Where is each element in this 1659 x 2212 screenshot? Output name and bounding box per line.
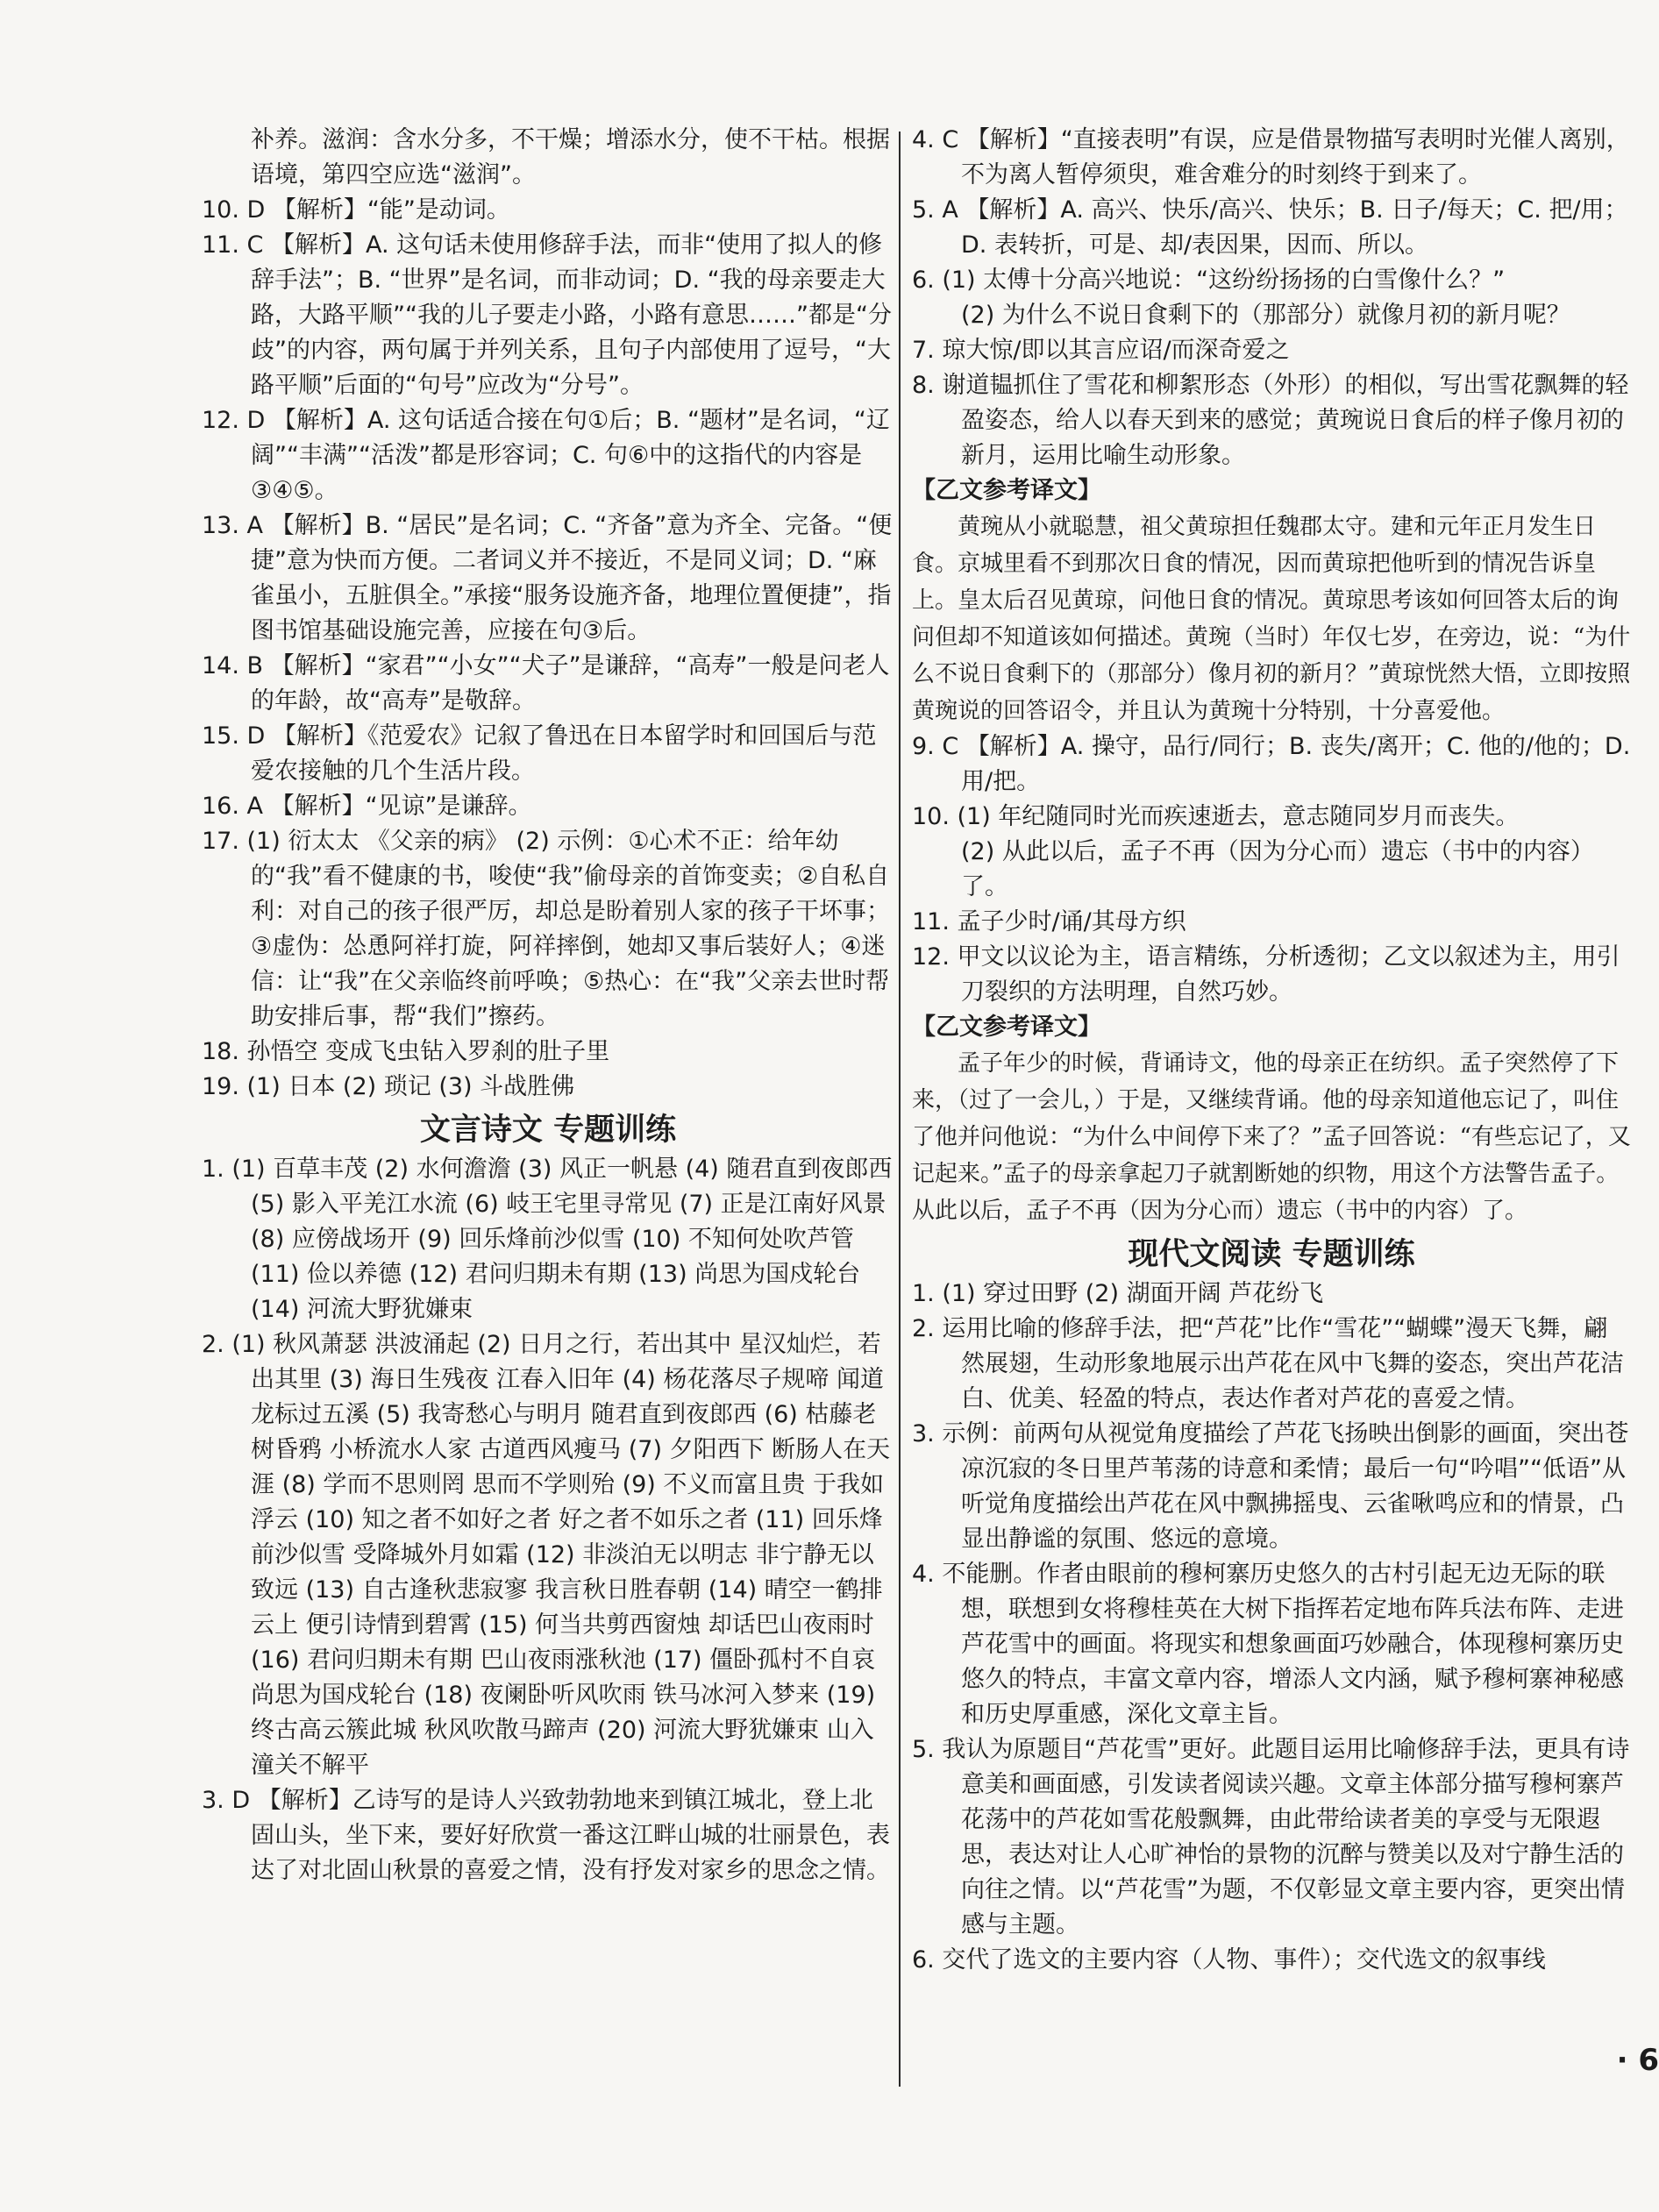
answer-item: 11. C 【解析】A. 这句话未使用修辞手法，而非“使用了拟人的修辞手法”；B. “世界”是名词，而非动词；D. “我的母亲要走大路，大路平顺”“我的儿子要走小路，小路有意思……”都是“分歧”的内容，两句属于并列关系，且句子内部使用了逗号，“大路平顺”后面的“句号”应改为“分号”。: [202, 231, 892, 399]
answer-item: 19. (1) 日本 (2) 琐记 (3) 斗战胜佛: [202, 1073, 575, 1100]
answer-item: 3. 示例：前两句从视觉角度描绘了芦花飞扬映出倒影的画面，突出苍凉沉寂的冬日里芦苇荡的诗意和柔情；最后一句“吟唱”“低语”从听觉角度描绘出芦花在风中飘拂摇曳、云雀啾鸣应和的情景，凸显出静谧的氛围、悠远的意境。: [912, 1420, 1629, 1553]
answer-item: 18. 孙悟空 变成飞虫钻入罗刹的肚子里: [202, 1038, 610, 1065]
section-title: 文言诗文 专题训练: [419, 1113, 677, 1148]
section-title: 现代文阅读 专题训练: [1128, 1237, 1415, 1272]
translation-heading: 【乙文参考译文】: [912, 477, 1101, 504]
answer-item: 2. 运用比喻的修辞手法，把“芦花”比作“雪花”“蝴蝶”漫天飞舞，翩然展翅，生动形象地展示出芦花在风中飞舞的姿态，突出芦花洁白、优美、轻盈的特点，表达作者对芦花的喜爱之情。: [912, 1315, 1624, 1412]
answer-item: 4. C 【解析】“直接表明”有误，应是借景物描写表明时光催人离别，不为离人暂停须臾，难舍难分的时刻终于到来了。: [912, 126, 1630, 188]
answer-item: 3. D 【解析】乙诗写的是诗人兴致勃勃地来到镇江城北，登上北固山头，坐下来，要好好欣赏一番这江畔山城的壮丽景色，表达了对北固山秋景的喜爱之情，没有抒发对家乡的思念之情。: [202, 1787, 890, 1884]
answer-item: 1. (1) 百草丰茂 (2) 水何澹澹 (3) 风正一帆悬 (4) 随君直到夜郎西 (5) 影入平羌江水流 (6) 岐王宅里寻常见 (7) 正是江南好风景 (8) 应傍战场开 (9) 回乐烽前沙似雪 (10) 不知何处吹芦管 (11) 俭以养德 (12) 君问归期未有期 (13) 尚思为国戍轮台 (14) 河流大野犹嫌束: [202, 1156, 893, 1323]
answer-subitem: (2) 为什么不说日食剩下的（那部分）就像月初的新月呢？: [961, 302, 1570, 329]
answer-item: 6. 交代了选文的主要内容（人物、事件）；交代选文的叙事线: [912, 1946, 1546, 1974]
answer-item: 9. C 【解析】A. 操守，品行/同行；B. 丧失/离开；C. 他的/他的；D. 用/把。: [912, 733, 1631, 795]
answer-item: 16. A 【解析】“见谅”是谦辞。: [202, 793, 532, 820]
answer-item: 2. (1) 秋风萧瑟 洪波涌起 (2) 日月之行，若出其中 星汉灿烂，若出其里 (3) 海日生残夜 江春入旧年 (4) 杨花落尽子规啼 闻道龙标过五溪 (5) 我寄愁心与明月 随君直到夜郎西 (6) 枯藤老树昏鸦 小桥流水人家 古道西风瘦马 (7) 夕阳西下 断肠人在天涯 (8) 学而不思则罔 思而不学则殆 (9) 不义而富且贵 于我如浮云 (10) 知之者不如好之者 好之者不如乐之者 (11) 回乐烽前沙似雪 受降城外月如霜 (12) 非淡泊无以明志 非宁静无以致远 (13) 自古逢秋悲寂寥 我言秋日胜春朝 (14) 晴空一鹤排云上 便引诗情到碧霄 (15) 何当共剪西窗烛 却话巴山夜雨时 (16) 君问归期未有期 巴山夜雨涨秋池 (17) 僵卧孤村不自哀 尚思为国戍轮台 (18) 夜阑卧听风吹雨 铁马冰河入梦来 (19) 终古高云簇此城 秋风吹散马蹄声 (20) 河流大野犹嫌束 山入潼关不解平: [202, 1331, 891, 1779]
answer-item: 10. D 【解析】“能”是动词。: [202, 196, 510, 224]
answer-item: 5. 我认为原题目“芦花雪”更好。此题目运用比喻修辞手法，更具有诗意美和画面感，引发读者阅读兴趣。文章主体部分描写穆柯寨芦花荡中的芦花如雪花般飘舞，由此带给读者美的享受与无限遐思，表达对让人心旷神怡的景物的沉醉与赞美以及对宁静生活的向往之情。以“芦花雪”为题，不仅彰显文章主要内容，更突出情感与主题。: [912, 1736, 1630, 1938]
right-column: [912, 123, 1631, 1978]
answer-item: 5. A 【解析】A. 高兴、快乐/高兴、快乐；B. 日子/每天；C. 把/用；D. 表转折，可是、却/表因果，因而、所以。: [912, 196, 1628, 259]
answer-item: 7. 琼大惊/即以其言应诏/而深奇爱之: [912, 337, 1290, 364]
answer-continuation: 补养。滋润：含水分多，不干燥；增添水分，使不干枯。根据语境，第四空应选“滋润”。: [251, 126, 890, 188]
answer-item: 10. (1) 年纪随同时光而疾速逝去，意志随同岁月而丧失。: [912, 803, 1520, 830]
translation-heading: 【乙文参考译文】: [912, 1014, 1101, 1041]
answer-subitem: (2) 从此以后，孟子不再（因为分心而）遗忘（书中的内容）了。: [961, 838, 1594, 900]
translation-paragraph: 孟子年少的时候，背诵诗文，他的母亲正在纺织。孟子突然停了下来，（过了一会儿，）于是，又继续背诵。他的母亲知道他忘记了，叫住了他并问他说：“为什么中间停下来了？”孟子回答说：“有些忘记了，又记起来。”孟子的母亲拿起刀子就割断她的织物，用这个方法警告孟子。从此以后，孟子不再（因为分心而）遗忘（书中的内容）了。: [912, 1050, 1631, 1224]
column-divider: [899, 132, 901, 2087]
left-column: [202, 123, 894, 1888]
page-number: · 6: [1616, 2043, 1659, 2078]
answer-item: 13. A 【解析】B. “居民”是名词；C. “齐备”意为齐全、完备。“便捷”意为快而方便。二者词义并不接近，不是同义词；D. “麻雀虽小，五脏俱全。”承接“服务设施齐备，地理位置便捷”，指图书馆基础设施完善，应接在句③后。: [202, 512, 893, 644]
answer-item: 14. B 【解析】“家君”“小女”“犬子”是谦辞，“高寿”一般是问老人的年龄，故“高寿”是敬辞。: [202, 652, 890, 715]
translation-paragraph: 黄琬从小就聪慧，祖父黄琼担任魏郡太守。建和元年正月发生日食。京城里看不到那次日食的情况，因而黄琼把他听到的情况告诉皇上。皇太后召见黄琼，问他日食的情况。黄琼思考该如何回答太后的询问但却不知道该如何描述。黄琬（当时）年仅七岁，在旁边，说：“为什么不说日食剩下的（那部分）像月初的新月？”黄琼恍然大悟，立即按照黄琬说的回答诏令，并且认为黄琬十分特别，十分喜爱他。: [912, 514, 1631, 724]
answer-item: 6. (1) 太傅十分高兴地说：“这纷纷扬扬的白雪像什么？”: [912, 267, 1506, 294]
answer-item: 12. 甲文以议论为主，语言精练，分析透彻；乙文以叙述为主，用引刀裂织的方法明理，自然巧妙。: [912, 943, 1620, 1006]
answer-item: 4. 不能删。作者由眼前的穆柯寨历史悠久的古村引起无边无际的联想，联想到女将穆桂英在大树下指挥若定地布阵兵法布阵、走进芦花雪中的画面。将现实和想象画面巧妙融合，体现穆柯寨历史悠久的特点，丰富文章内容，增添人文内涵，赋予穆柯寨神秘感和历史厚重感，深化文章主旨。: [912, 1561, 1624, 1728]
answer-item: 11. 孟子少时/诵/其母方织: [912, 908, 1186, 935]
answer-item: 8. 谢道韫抓住了雪花和柳絮形态（外形）的相似，写出雪花飘舞的轻盈姿态，给人以春天到来的感觉；黄琬说日食后的样子像月初的新月，运用比喻生动形象。: [912, 372, 1629, 469]
answer-item: 15. D 【解析】《范爱农》记叙了鲁迅在日本留学时和回国后与范爱农接触的几个生活片段。: [202, 722, 877, 785]
answer-item: 12. D 【解析】A. 这句话适合接在句①后；B. “题材”是名词，“辽阔”“丰满”“活泼”都是形容词；C. 句⑥中的这指代的内容是③④⑤。: [202, 407, 890, 504]
answer-item: 1. (1) 穿过田野 (2) 湖面开阔 芦花纷飞: [912, 1280, 1324, 1307]
answer-item: 17. (1) 衍太太 《父亲的病》 (2) 示例：①心术不正：给年幼的“我”看不健康的书，唆使“我”偷母亲的首饰变卖；②自私自利：对自己的孩子很严厉，却总是盼着别人家的孩子干坏事；③虚伪：怂恿阿祥打旋，阿祥摔倒，她却又事后装好人；④迷信：让“我”在父亲临终前呼唤；⑤热心：在“我”父亲去世时帮助安排后事，帮“我们”擦药。: [202, 828, 890, 1030]
